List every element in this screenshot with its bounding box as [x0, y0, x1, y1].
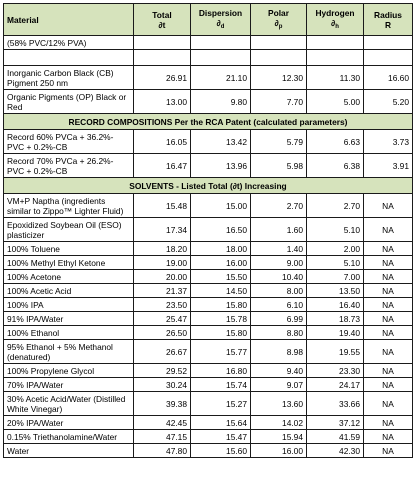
- cell-polar: 13.60: [251, 392, 307, 416]
- cell-total: 15.48: [134, 194, 191, 218]
- cell-total: 20.00: [134, 270, 191, 284]
- cell-material: (58% PVC/12% PVA): [4, 36, 134, 50]
- cell-dispersion: 15.00: [191, 194, 251, 218]
- cell-hydrogen: 37.12: [307, 416, 364, 430]
- cell-polar: 12.30: [251, 66, 307, 90]
- header-hydrogen-symbol: ∂: [331, 17, 336, 28]
- cell-material: 100% Toluene: [4, 242, 134, 256]
- cell-radius: NA: [364, 430, 413, 444]
- cell-radius: NA: [364, 340, 413, 364]
- table-row: [4, 218, 413, 242]
- cell-hydrogen: 24.17: [307, 378, 364, 392]
- table-row: [4, 154, 413, 178]
- cell-dispersion: 9.80: [191, 90, 251, 114]
- cell-dispersion: 15.80: [191, 298, 251, 312]
- cell-material: 0.15% Triethanolamine/Water: [4, 430, 134, 444]
- table-row: [4, 90, 413, 114]
- cell-radius: NA: [364, 326, 413, 340]
- cell-total: 19.00: [134, 256, 191, 270]
- cell-hydrogen: 6.38: [307, 154, 364, 178]
- cell-material: Record 70% PVCa + 26.2%-PVC + 0.2%-CB: [4, 154, 134, 178]
- cell-polar: 10.40: [251, 270, 307, 284]
- cell-hydrogen: 19.40: [307, 326, 364, 340]
- cell-total: 47.15: [134, 430, 191, 444]
- cell-total: [134, 36, 191, 50]
- cell-hydrogen: 42.30: [307, 444, 364, 458]
- header-total: [134, 4, 191, 36]
- header-radius-symbol: R: [384, 19, 392, 30]
- cell-hydrogen: 16.40: [307, 298, 364, 312]
- cell-hydrogen: 13.50: [307, 284, 364, 298]
- header-hydrogen: [307, 4, 364, 36]
- cell-radius: NA: [364, 256, 413, 270]
- table-row: [4, 340, 413, 364]
- section-solvents: SOLVENTS - Listed Total (∂t) Increasing: [4, 178, 413, 194]
- cell-polar: 6.99: [251, 312, 307, 326]
- cell-total: 26.50: [134, 326, 191, 340]
- cell-polar: 2.70: [251, 194, 307, 218]
- cell-material: 95% Ethanol + 5% Methanol (denatured): [4, 340, 134, 364]
- cell-radius: NA: [364, 378, 413, 392]
- header-total-symbol: ∂t: [158, 19, 166, 30]
- cell-material: 100% Propylene Glycol: [4, 364, 134, 378]
- table-row: [4, 364, 413, 378]
- blank-cell: [251, 50, 307, 66]
- cell-polar: 5.79: [251, 130, 307, 154]
- cell-material: Epoxidized Soybean Oil (ESO) plasticizer: [4, 218, 134, 242]
- header-polar-symbol: ∂: [274, 17, 279, 28]
- header-polar: [251, 4, 307, 36]
- cell-polar: 9.40: [251, 364, 307, 378]
- cell-polar: 14.02: [251, 416, 307, 430]
- cell-polar: 15.94: [251, 430, 307, 444]
- table-row: [4, 270, 413, 284]
- cell-material: 100% Ethanol: [4, 326, 134, 340]
- cell-radius: NA: [364, 218, 413, 242]
- cell-radius: NA: [364, 242, 413, 256]
- solubility-table: [3, 3, 413, 458]
- table-row: [4, 242, 413, 256]
- cell-radius: 3.91: [364, 154, 413, 178]
- header-dispersion: [191, 4, 251, 36]
- cell-material: 30% Acetic Acid/Water (Distilled White Vinegar): [4, 392, 134, 416]
- cell-hydrogen: 11.30: [307, 66, 364, 90]
- header-row: [4, 4, 413, 36]
- cell-dispersion: 14.50: [191, 284, 251, 298]
- table-row: [4, 416, 413, 430]
- cell-material: Inorganic Carbon Black (CB) Pigment 250 nm: [4, 66, 134, 90]
- cell-radius: NA: [364, 312, 413, 326]
- table-row: [4, 36, 413, 50]
- table-row: [4, 430, 413, 444]
- header-total-label: Total: [152, 9, 172, 20]
- table-row: [4, 378, 413, 392]
- blank-cell: [307, 50, 364, 66]
- cell-material: Record 60% PVCa + 36.2%-PVC + 0.2%-CB: [4, 130, 134, 154]
- cell-material: Water: [4, 444, 134, 458]
- header-radius: [364, 4, 413, 36]
- cell-polar: [251, 36, 307, 50]
- cell-dispersion: 13.96: [191, 154, 251, 178]
- cell-material: 20% IPA/Water: [4, 416, 134, 430]
- cell-dispersion: 15.60: [191, 444, 251, 458]
- cell-total: 13.00: [134, 90, 191, 114]
- cell-polar: 1.40: [251, 242, 307, 256]
- cell-dispersion: 15.74: [191, 378, 251, 392]
- cell-radius: NA: [364, 416, 413, 430]
- cell-dispersion: 15.64: [191, 416, 251, 430]
- table-row: [4, 256, 413, 270]
- cell-dispersion: 13.42: [191, 130, 251, 154]
- cell-polar: 8.98: [251, 340, 307, 364]
- cell-total: 25.47: [134, 312, 191, 326]
- cell-hydrogen: [307, 36, 364, 50]
- cell-dispersion: 15.50: [191, 270, 251, 284]
- cell-hydrogen: 7.00: [307, 270, 364, 284]
- cell-hydrogen: 5.00: [307, 90, 364, 114]
- cell-material: 70% IPA/Water: [4, 378, 134, 392]
- cell-hydrogen: 19.55: [307, 340, 364, 364]
- cell-dispersion: 15.80: [191, 326, 251, 340]
- cell-hydrogen: 6.63: [307, 130, 364, 154]
- cell-material: Organic Pigments (OP) Black or Red: [4, 90, 134, 114]
- cell-radius: NA: [364, 194, 413, 218]
- cell-total: 16.47: [134, 154, 191, 178]
- blank-cell: [134, 50, 191, 66]
- cell-radius: NA: [364, 444, 413, 458]
- cell-polar: 5.98: [251, 154, 307, 178]
- cell-total: 16.05: [134, 130, 191, 154]
- table-row: [4, 194, 413, 218]
- header-dispersion-symbol: ∂: [216, 17, 221, 28]
- cell-dispersion: 16.50: [191, 218, 251, 242]
- table-row: [4, 312, 413, 326]
- cell-total: 18.20: [134, 242, 191, 256]
- cell-material: 100% Acetic Acid: [4, 284, 134, 298]
- cell-material: VM+P Naptha (ingredients similar to Zippo™ Lighter Fluid): [4, 194, 134, 218]
- cell-material: 100% Acetone: [4, 270, 134, 284]
- header-polar-label: Polar: [268, 7, 289, 18]
- table-row: [4, 326, 413, 340]
- blank-row: [4, 50, 413, 66]
- cell-total: 23.50: [134, 298, 191, 312]
- section-record-compositions: RECORD COMPOSITIONS Per the RCA Patent (calculated parameters): [4, 114, 413, 130]
- cell-dispersion: 18.00: [191, 242, 251, 256]
- table-row: [4, 444, 413, 458]
- table-body: [4, 36, 413, 458]
- cell-dispersion: 15.78: [191, 312, 251, 326]
- cell-radius: 16.60: [364, 66, 413, 90]
- cell-radius: NA: [364, 270, 413, 284]
- cell-total: 21.37: [134, 284, 191, 298]
- cell-polar: 8.80: [251, 326, 307, 340]
- blank-cell: [364, 50, 413, 66]
- cell-polar: 1.60: [251, 218, 307, 242]
- blank-cell: [4, 50, 134, 66]
- cell-dispersion: 15.27: [191, 392, 251, 416]
- cell-radius: NA: [364, 298, 413, 312]
- cell-polar: 16.00: [251, 444, 307, 458]
- cell-hydrogen: 41.59: [307, 430, 364, 444]
- cell-dispersion: [191, 36, 251, 50]
- cell-total: 26.91: [134, 66, 191, 90]
- cell-material: 91% IPA/Water: [4, 312, 134, 326]
- cell-total: 42.45: [134, 416, 191, 430]
- cell-material: 100% IPA: [4, 298, 134, 312]
- cell-dispersion: 16.80: [191, 364, 251, 378]
- cell-total: 30.24: [134, 378, 191, 392]
- header-material: Material: [4, 4, 134, 36]
- table-row: [4, 284, 413, 298]
- cell-total: 47.80: [134, 444, 191, 458]
- cell-radius: NA: [364, 284, 413, 298]
- cell-polar: 7.70: [251, 90, 307, 114]
- cell-hydrogen: 23.30: [307, 364, 364, 378]
- blank-cell: [191, 50, 251, 66]
- header-radius-label: Radius: [374, 9, 402, 20]
- table-row: [4, 392, 413, 416]
- cell-dispersion: 15.47: [191, 430, 251, 444]
- cell-dispersion: 15.77: [191, 340, 251, 364]
- cell-hydrogen: 18.73: [307, 312, 364, 326]
- section-header-row: [4, 114, 413, 130]
- table-row: [4, 66, 413, 90]
- cell-total: 26.67: [134, 340, 191, 364]
- header-hydrogen-subscript: h: [335, 23, 339, 30]
- cell-hydrogen: 2.70: [307, 194, 364, 218]
- cell-dispersion: 16.00: [191, 256, 251, 270]
- cell-hydrogen: 2.00: [307, 242, 364, 256]
- cell-total: 17.34: [134, 218, 191, 242]
- header-dispersion-subscript: d: [220, 23, 225, 30]
- cell-polar: 9.07: [251, 378, 307, 392]
- cell-radius: NA: [364, 392, 413, 416]
- table-row: [4, 130, 413, 154]
- cell-radius: 3.73: [364, 130, 413, 154]
- cell-total: 39.38: [134, 392, 191, 416]
- cell-dispersion: 21.10: [191, 66, 251, 90]
- header-polar-subscript: p: [278, 23, 283, 30]
- table-row: [4, 298, 413, 312]
- cell-polar: 8.00: [251, 284, 307, 298]
- cell-radius: [364, 36, 413, 50]
- header-hydrogen-label: Hydrogen: [315, 7, 355, 18]
- cell-polar: 6.10: [251, 298, 307, 312]
- cell-hydrogen: 5.10: [307, 218, 364, 242]
- cell-radius: 5.20: [364, 90, 413, 114]
- cell-polar: 9.00: [251, 256, 307, 270]
- cell-material: 100% Methyl Ethyl Ketone: [4, 256, 134, 270]
- header-dispersion-label: Dispersion: [198, 7, 243, 18]
- cell-total: 29.52: [134, 364, 191, 378]
- cell-hydrogen: 33.66: [307, 392, 364, 416]
- cell-radius: NA: [364, 364, 413, 378]
- cell-hydrogen: 5.10: [307, 256, 364, 270]
- section-header-row: [4, 178, 413, 194]
